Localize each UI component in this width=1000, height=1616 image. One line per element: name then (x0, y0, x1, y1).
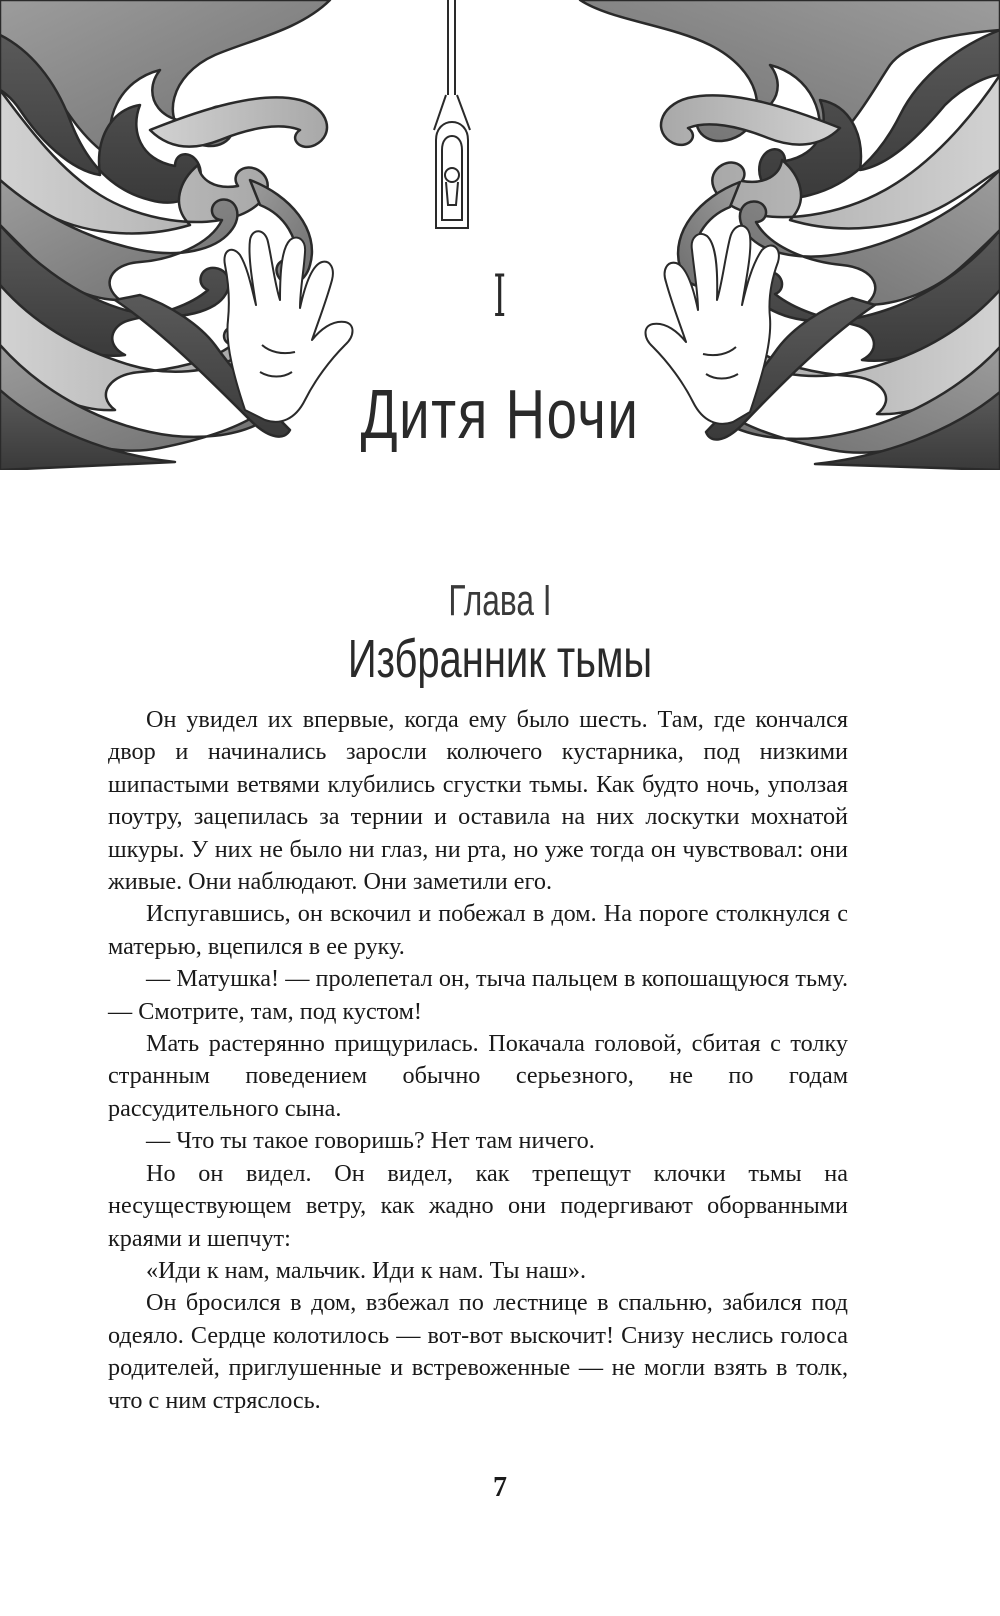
chapter-body (108, 704, 848, 1417)
paragraph: Испугавшись, он вскочил и побежал в дом. На пороге столкнулся с матерью, вцепился в ее руку. (108, 900, 848, 960)
paragraph: Мать растерянно прищурилась. Покачала головой, сбитая с толку странным поведением обычно серьезного, не по годам рассудительного сына. (108, 1030, 848, 1122)
paragraph: Он бросился в дом, взбежал по лестнице в спальню, забился под одеяло. Сердце колотилось — вот-вот выскочит! Снизу неслись голоса родителей, приглушенные и встревоженные — не могли взять в толк, что с ним стряслось. (108, 1289, 848, 1414)
page-number: 7 (493, 1472, 507, 1503)
chapter-title: Избранник тьмы (347, 629, 653, 689)
paragraph: Но он видел. Он видел, как трепещут клочки тьмы на несуществующем ветру, как жадно они подергивают оборванными краями и шепчут: (108, 1159, 848, 1252)
paragraph: — Что ты такое говоришь? Нет там ничего. (146, 1127, 595, 1155)
paragraph: Он увидел их впервые, когда ему было шесть. Там, где кончался двор и начинались заросли колючего кустарника, под низкими шипастыми ветвями клубились сгустки тьмы. Как будто ночь, уползая поутру, зацепилась за тернии и оставила на них лоскутки мохнатой шкуры. У них не было ни глаз, ни рта, но уже тогда он чувствовал: они живые. Они наблюдают. Они заметили его. (108, 706, 848, 896)
paragraph: «Иди к нам, мальчик. Иди к нам. Ты наш». (146, 1256, 586, 1284)
part-number: I (493, 262, 507, 330)
paragraph: — Матушка! — пролепетал он, тыча пальцем в копошащуюся тьму. — Смотрите, там, под кустом! (108, 965, 848, 1025)
pendant-icon (434, 0, 470, 228)
chapter-label: Глава I (448, 576, 552, 625)
part-title: Дитя Ночи (360, 375, 640, 453)
